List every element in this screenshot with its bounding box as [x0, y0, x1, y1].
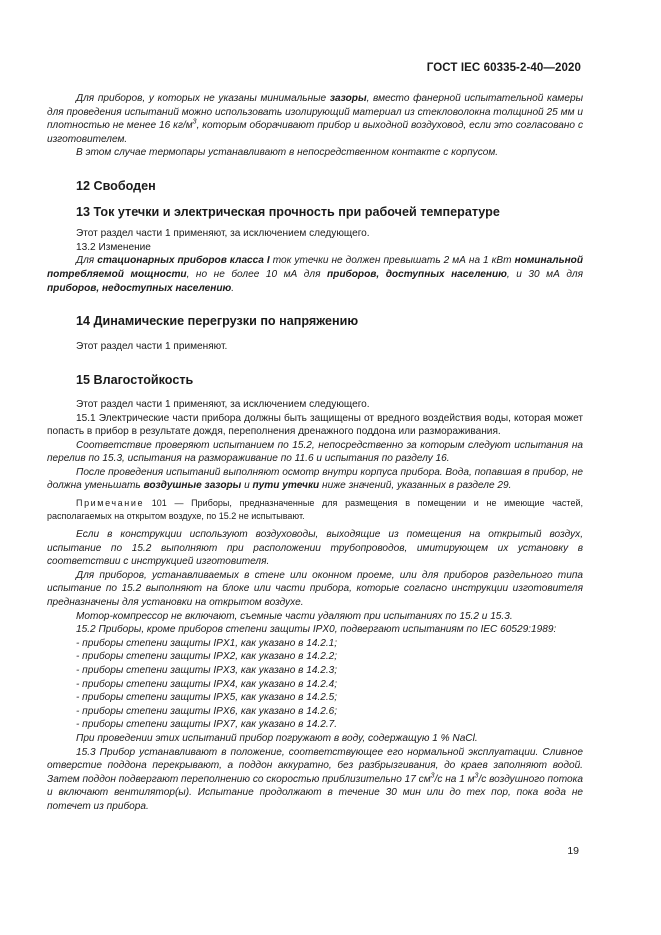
section-13-paragraph-1: Этот раздел части 1 применяют, за исключением следующего.	[76, 228, 370, 240]
document-body	[47, 92, 583, 814]
section-13-heading: 13 Ток утечки и электрическая прочность при рабочей температуре	[76, 204, 500, 219]
list-item: - приборы степени защиты IPX3, как указано в 14.2.3;	[76, 665, 338, 676]
section-13-paragraph-3: Для стационарных приборов класса I ток утечки не должен превышать 2 мА на 1 кВт номинальной потребляемой мощности, но не более 10 мА для приборов, доступных населению, и 30 мА для приборов, недоступных населению.	[47, 255, 584, 294]
section-15-paragraph-5: Если в конструкции используют воздуховоды, выходящие из помещения на открытый воздух, испытание по 15.2 выполняют при расположении трубопроводов, имитирующем их установку в соответствии с инструкцией изготовителя.	[47, 529, 583, 568]
section-15-paragraph-4: После проведения испытаний выполняют осмотр внутри корпуса прибора. Вода, попавшая в прибор, не должна уменьшать воздушные зазоры и пути утечки ниже значений, указанных в разделе 29.	[47, 466, 583, 492]
intro-paragraph-2: В этом случае термопары устанавливают в непосредственном контакте с корпусом.	[76, 147, 499, 159]
list-item: - приборы степени защиты IPX7, как указано в 14.2.7.	[76, 719, 338, 731]
section-15-paragraph-10: 15.3 Прибор устанавливают в положение, соответствующее его нормальной эксплуатации. Сливное отверстие поддона перекрывают, а поддон аккуратно, без разбрызгивания, до краев заполняют водой. Затем поддон подвергают переполнению со скоростью приблизительно 17 $см^3/с$ на 1 $м^3/с$ воздушного потока и включают вентилятор(ы). Испытание продолжают в течение 30 мин или до тех пор, пока вода не потечет из прибора.	[47, 746, 584, 812]
section-15-paragraph-1: Этот раздел части 1 применяют, за исключением следующего.	[76, 398, 370, 410]
intro-paragraph-1: Для приборов, у которых не указаны минимальные зазоры, вместо фанерной испытательной камеры для проведения испытаний можно использовать изолирующий материал из стекловолокна толщиной 25 мм и плотностью не менее 16 $кг/м^3$, которым оборачивают прибор и выходной воздуховод, если это согласовано с изготовителем.	[47, 93, 584, 145]
section-15-heading: 15 Влагостойкость	[76, 373, 194, 388]
section-15-paragraph-9: При проведении этих испытаний прибор погружают в воду, содержащую 1 % NaCl.	[76, 732, 478, 744]
section-14-heading: 14 Динамические перегрузки по напряжению	[76, 314, 359, 329]
page-number: 19	[567, 845, 579, 857]
list-item: - приборы степени защиты IPX2, как указано в 14.2.2;	[76, 651, 338, 663]
list-item: - приборы степени защиты IPX6, как указано в 14.2.6;	[76, 705, 338, 717]
section-12-heading: 12 Свободен	[76, 178, 156, 193]
note-text: 101 — Приборы, предназначенные для размещения в помещении и не имеющие частей, располагаемых на открытом воздухе, по 15.2 не испытывают.	[47, 498, 583, 521]
section-15-paragraph-3: Соответствие проверяют испытанием по 15.2, непосредственно за которым следуют испытания на перелив по 15.3, испытания на размораживание по 11.6 и испытания по разделу 16.	[47, 439, 583, 465]
section-15-paragraph-7: Мотор-компрессор не включают, съемные части удаляют при испытаниях по 15.2 и 15.3.	[76, 610, 513, 622]
list-item: - приборы степени защиты IPX4, как указано в 14.2.4;	[76, 678, 338, 690]
section-13-paragraph-2: 13.2 Изменение	[76, 241, 151, 253]
section-15-paragraph-6: Для приборов, устанавливаемых в стене или оконном проеме, или для приборов раздельного типа испытание по 15.2 выполняют на блоке или части прибора, которые согласно инструкции изготовителя предназначены для установки на открытом воздухе.	[47, 569, 583, 609]
standard-header: ГОСТ IEC 60335-2-40—2020	[426, 62, 581, 74]
note-101	[47, 497, 583, 522]
list-item: - приборы степени защиты IPX1, как указано в 14.2.1;	[76, 637, 338, 649]
note-label: Примечание	[76, 498, 145, 509]
section-14-paragraph-1: Этот раздел части 1 применяют.	[76, 340, 228, 352]
ipx-list	[47, 637, 583, 732]
list-item: - приборы степени защиты IPX5, как указано в 14.2.5;	[76, 692, 338, 704]
section-15-paragraph-8: 15.2 Приборы, кроме приборов степени защиты IPX0, подвергают испытаниям по IEC 60529:1989:	[76, 624, 557, 636]
section-15-paragraph-2: 15.1 Электрические части прибора должны быть защищены от вредного воздействия воды, которая может попасть в прибор в результате дождя, переполнения дренажного поддона или размораживания.	[47, 412, 583, 438]
